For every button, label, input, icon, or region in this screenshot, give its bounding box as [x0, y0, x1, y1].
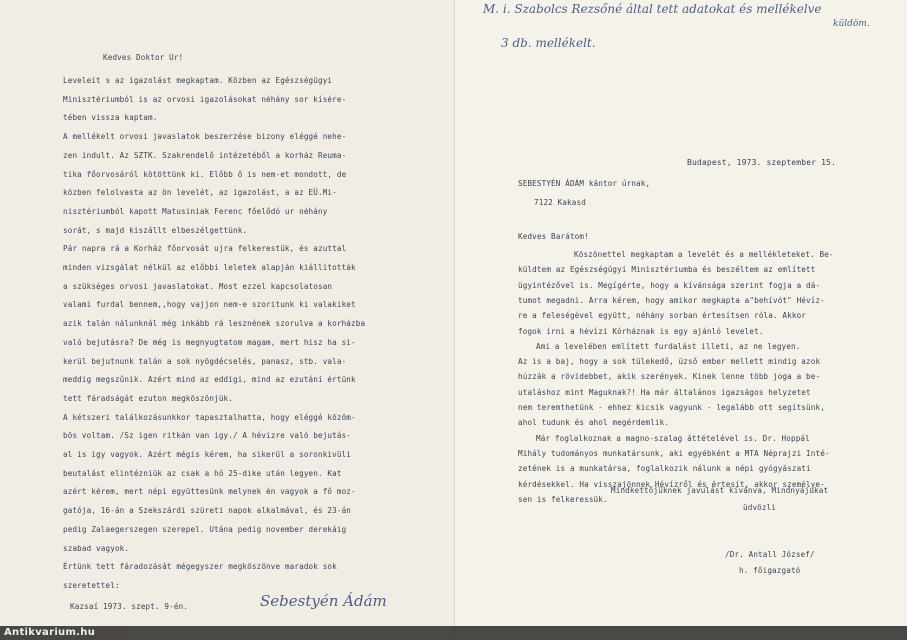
letter-line: A kétszeri találkozásunkkor tapasztalhatta, hogy eléggé közöm- [63, 412, 356, 422]
letter-line: pedig Zalaegerszegen szerepel. Utána pedig november derekáig [63, 524, 347, 534]
letter-line: meddig megszűnik. Azért mind az eddigi, mind az ezutáni értünk [63, 375, 356, 385]
letter-line: való bejutásra? De még is megnyugtatom magam, mert hisz ha si- [63, 337, 356, 347]
right-letter-date: Budapest, 1973. szeptember 15. [687, 158, 836, 167]
letter-line: küldtem az Egészségügyi Minisztériumba és beszéltem az említett [518, 265, 816, 275]
handwritten-attachment-note: 3 db. mellékelt. [501, 36, 596, 50]
letter-line: tett fáradságát ezuton megköszönjük. [63, 393, 233, 403]
letter-line: ügyintézővel is. Megígérte, hogy a kívánsága szerint fogja a dá- [518, 280, 821, 290]
letter-line: Minisztériumból is az orvosi igazolásokat néhány sor kísére- [63, 94, 347, 104]
letter-line: zen indult. Az SZTK. Szakrendelő intézetéből a korház Reuma- [63, 150, 347, 160]
letter-line: kérdésekkel. Ha visszajönnek Hévízről és értesít, akkor személye- [518, 479, 825, 489]
watermark-text: Antikvarium.hu [4, 627, 96, 638]
right-salutation: Kedves Barátom! [518, 232, 589, 241]
letter-line: nisztériumból kapott Matusiniak Ferenc főelődó ur néhány [63, 206, 328, 216]
letter-line: húzzák a rövidebbet, akik szerények. Kinek lenne több joga a be- [518, 372, 821, 382]
letter-line: al is igy vagyok. Azért mégis kérem, ha sikerül a soronkivüli [63, 450, 352, 459]
letter-line: azik talán nálunknál még inkább rá lesznének szorulva a korházba [63, 319, 366, 329]
letter-line: Ami a levelében említett furdalást illeti, az ne legyen. [536, 341, 801, 351]
letter-line: Leveleit s az igazolást megkaptam. Közben az Egészségügyi [63, 76, 333, 85]
letter-line: A mellékelt orvosi javaslatok beszerzése bizony eléggé nehe- [63, 132, 347, 142]
letter-line: ahol tudunk és ahol megérdemlik. [518, 418, 670, 428]
signatory-name: /Dr. Antall József/ [725, 550, 815, 559]
letter-line: Értünk tett fáradozását mégegyszer megköszönve maradok sok [63, 562, 337, 572]
letter-line: fogok írni a hévízi Kórháznak is egy ajánló levelet. [518, 326, 764, 336]
handwritten-annotation: M. i. Szabolcs Rezsőné által tett adatokat és mellékelve [483, 2, 822, 16]
letter-line: tumot megadni. Arra kérem, hogy amikor megkapta a"behívót" Hévíz- [518, 295, 825, 305]
letter-line: utaláshoz mint Maguknak?! Ha már általános igazságos helyzetet [518, 387, 811, 397]
letter-line: re a feleségével együtt, néhány sorban értesítsen róla. Akkor [518, 311, 807, 321]
letter-line: szabad vagyok. [63, 543, 130, 553]
letter-line: Mihály tudományos munkatársunk, aki egyébként a MTA Néprajzi Inté- [518, 448, 830, 458]
letter-line: gatója, 16-án a Szekszárdi szüreti napok alkalmával, és 23-án [63, 506, 352, 516]
letter-line: bös voltam. /Sz igen ritkán van igy./ A hévizre való bejutás- [63, 431, 352, 441]
letter-line: tében vissza kaptam. [63, 113, 158, 123]
closing-greeting: üdvözli [743, 503, 777, 512]
letter-line: valami furdal bennem,,hogy vajjon nem-e szoritunk ki valakiket [63, 300, 356, 310]
left-signature: Sebestyén Ádám [260, 592, 387, 610]
watermark-bar [0, 626, 907, 640]
letter-line: kerül bejutnunk talán a sok nyögdécselés, panasz, stb. vala- [63, 356, 347, 366]
letter-line: sorát, s majd kiszállt elbeszélgettünk. [63, 225, 248, 235]
signatory-title: h. főigazgató [739, 566, 801, 575]
letter-line: Pár napra rá a Korház főorvosát ujra felkerestük, és azuttal [63, 244, 347, 254]
letter-line: szeretettel: [63, 580, 120, 590]
letter-line: minden vizsgálat nélkül az előbbi leletek alapján kiállították [63, 263, 356, 272]
handwritten-annotation-continuation: küldöm. [833, 19, 870, 29]
letter-line: Az is a baj, hogy a sok tülekedő, üzső ember mellett mindig azok [518, 357, 821, 367]
right-letter-page [455, 0, 907, 640]
recipient-name: SEBESTYÉN ÁDÁM kántor úrnak, [518, 179, 651, 188]
letter-line: Már foglalkoznak a magno-szalag áttételével is. Dr. Hoppál [536, 433, 810, 443]
letter-line: Köszönettel megkaptam a levelét és a mellékleteket. Be- [574, 250, 834, 259]
closing-line: Mindkettőjüknek javulást kívánva, Mindnyájukat [611, 486, 829, 495]
letter-line: nem teremthetünk - ehhez kicsik vagyunk - legalább ott segítsünk, [518, 403, 825, 412]
letter-line: tika főorvosáról kötöttünk ki. Előbb ő is nem-et mondott, de [63, 169, 347, 179]
letter-line: közben felolvasta az ön levelét, az igazolást, a az EÜ.Mi- [63, 188, 337, 198]
recipient-city: 7122 Kakasd [534, 198, 586, 207]
letter-line: a szükséges orvosi javaslatokat. Most ezzel kapcsolatosan [63, 281, 333, 291]
letter-line: sen is felkeressük. [518, 494, 608, 504]
left-salutation: Kedves Doktor Ur! [103, 53, 184, 62]
letter-line: zetének is a munkatársa, foglalkozik nálunk a népi gyógyászati [518, 464, 811, 474]
left-letter-date: Kazsaí 1973. szept. 9-én. [70, 602, 189, 611]
letter-line: beutalást elintézniük az csak a hó 25-dike után legyen. Kat [63, 468, 342, 478]
letter-line: azért kérem, mert népi együttesünk melynek én vagyok a fő moz- [63, 487, 356, 497]
